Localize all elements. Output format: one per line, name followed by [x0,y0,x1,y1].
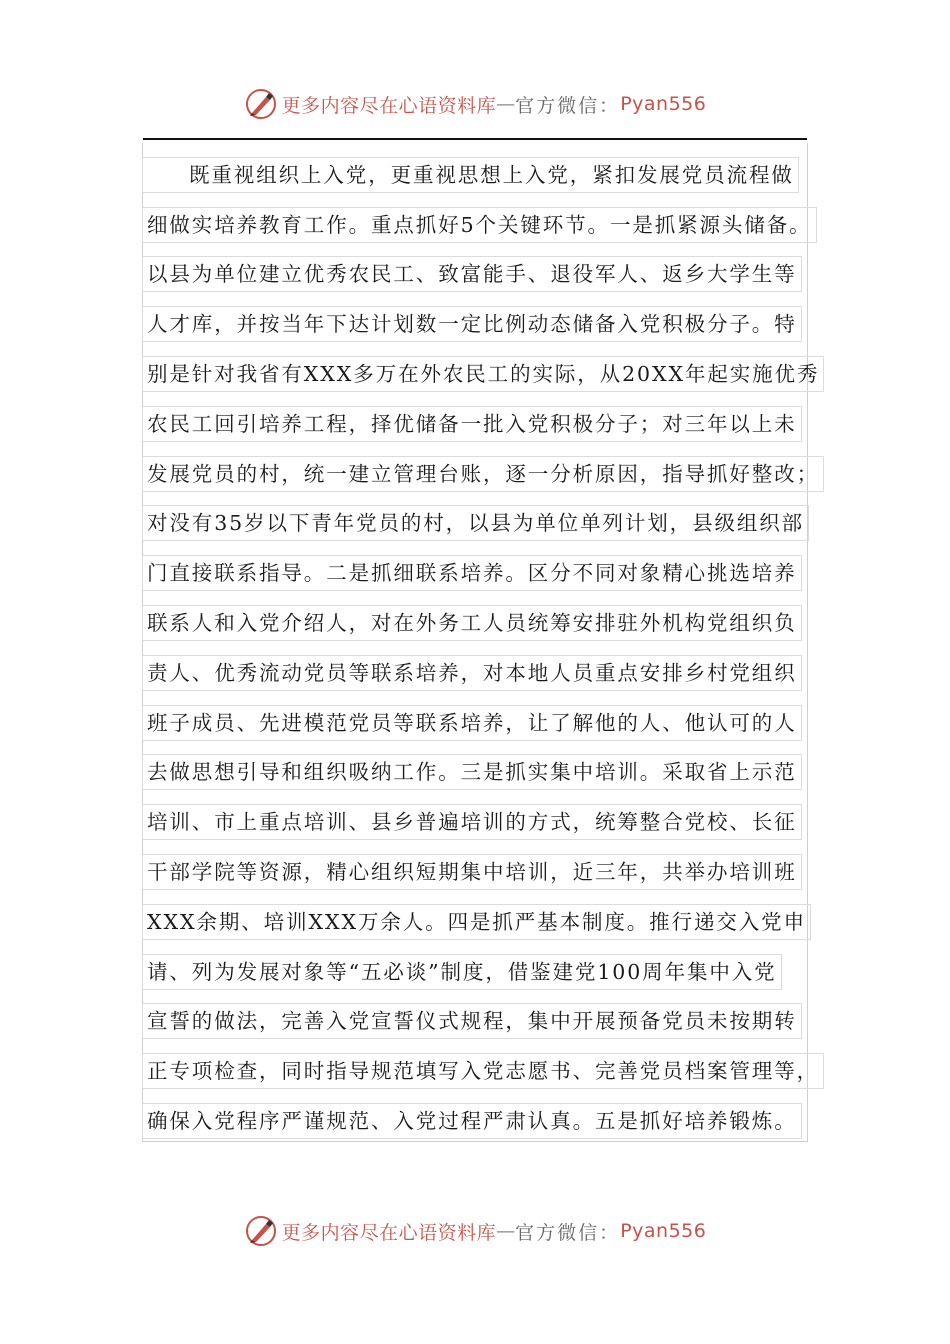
banner-separator: — [496,1220,516,1242]
text-line [142,1046,822,1096]
text-line-content: 农民工回引培养工程，择优储备一批入党积极分子；对三年以上未 [142,406,802,442]
text-line [142,499,822,549]
text-line [142,449,822,499]
text-line [142,150,822,200]
text-line [142,548,822,598]
text-line-content: 去做思想引导和组织吸纳工作。三是抓实集中培训。采取省上示范 [142,754,802,790]
text-line-content: 人才库，并按当年下达计划数一定比例动态储备入党积极分子。特 [142,306,802,342]
text-line-content: 正专项检查，同时指导规范填写入党志愿书、完善党员档案管理等， [142,1053,824,1089]
text-line [142,1096,822,1146]
text-line-content: 既重视组织上入党，更重视思想上入党，紧扣发展党员流程做 [142,157,799,193]
pen-logo-icon [244,1214,278,1248]
banner-title: 更多内容尽在心语资料库 [281,94,497,117]
text-line-content: 请、列为发展对象等“五必谈”制度，借鉴建党100周年集中入党 [142,954,782,990]
text-line-content: 对没有35岁以下青年党员的村，以县为单位单列计划，县级组织部 [142,505,809,541]
header-rule [143,138,807,140]
text-line [142,847,822,897]
text-line [142,648,822,698]
text-line-content: 别是针对我省有XXX多万在外农民工的实际，从20XX年起实施优秀 [142,356,824,392]
header-banner [0,84,950,124]
text-line [142,748,822,798]
text-line [142,797,822,847]
footer-banner [0,1211,950,1251]
text-line-content: 联系人和入党介绍人，对在外务工人员统筹安排驻外机构党组织负 [142,605,802,641]
text-line-content: 班子成员、先进模范党员等联系培养，让了解他的人、他认可的人 [142,705,802,741]
text-line [142,698,822,748]
text-line-content: 干部学院等资源，精心组织短期集中培训，近三年，共举办培训班 [142,854,802,890]
text-line [142,349,822,399]
text-line-content: 宣誓的做法，完善入党宣誓仪式规程，集中开展预备党员未按期转 [142,1003,802,1039]
banner-wechat-handle: Pyan556 [620,93,707,115]
text-line [142,997,822,1047]
text-line-content: 发展党员的村，统一建立管理台账，逐一分析原因，指导抓好整改； [142,456,824,492]
text-line-content: 细做实培养教育工作。重点抓好5个关键环节。一是抓紧源头储备。 [142,207,817,243]
text-line [142,399,822,449]
banner-wechat-label: 官方微信： [515,1221,621,1244]
text-line-content: 以县为单位建立优秀农民工、致富能手、退役军人、返乡大学生等 [142,256,802,292]
text-line [142,947,822,997]
text-line [142,250,822,300]
banner-wechat-label: 官方微信： [515,94,621,117]
body-text [142,150,822,1146]
text-line-content: 培训、市上重点培训、县乡普遍培训的方式，统筹整合党校、长征 [142,804,802,840]
text-line-content: 确保入党程序严谨规范、入党过程严肃认真。五是抓好培养锻炼。 [142,1103,802,1139]
text-line-content: XXX余期、培训XXX万余人。四是抓严基本制度。推行递交入党申 [142,904,811,940]
text-line [142,299,822,349]
text-line-content: 门直接联系指导。二是抓细联系培养。区分不同对象精心挑选培养 [142,555,802,591]
banner-title: 更多内容尽在心语资料库 [281,1221,497,1244]
text-line [142,200,822,250]
text-line-content: 责人、优秀流动党员等联系培养，对本地人员重点安排乡村党组织 [142,655,802,691]
banner-separator: — [496,93,516,115]
text-line [142,598,822,648]
pen-logo-icon [244,87,278,121]
text-line [142,897,822,947]
banner-wechat-handle: Pyan556 [620,1220,707,1242]
